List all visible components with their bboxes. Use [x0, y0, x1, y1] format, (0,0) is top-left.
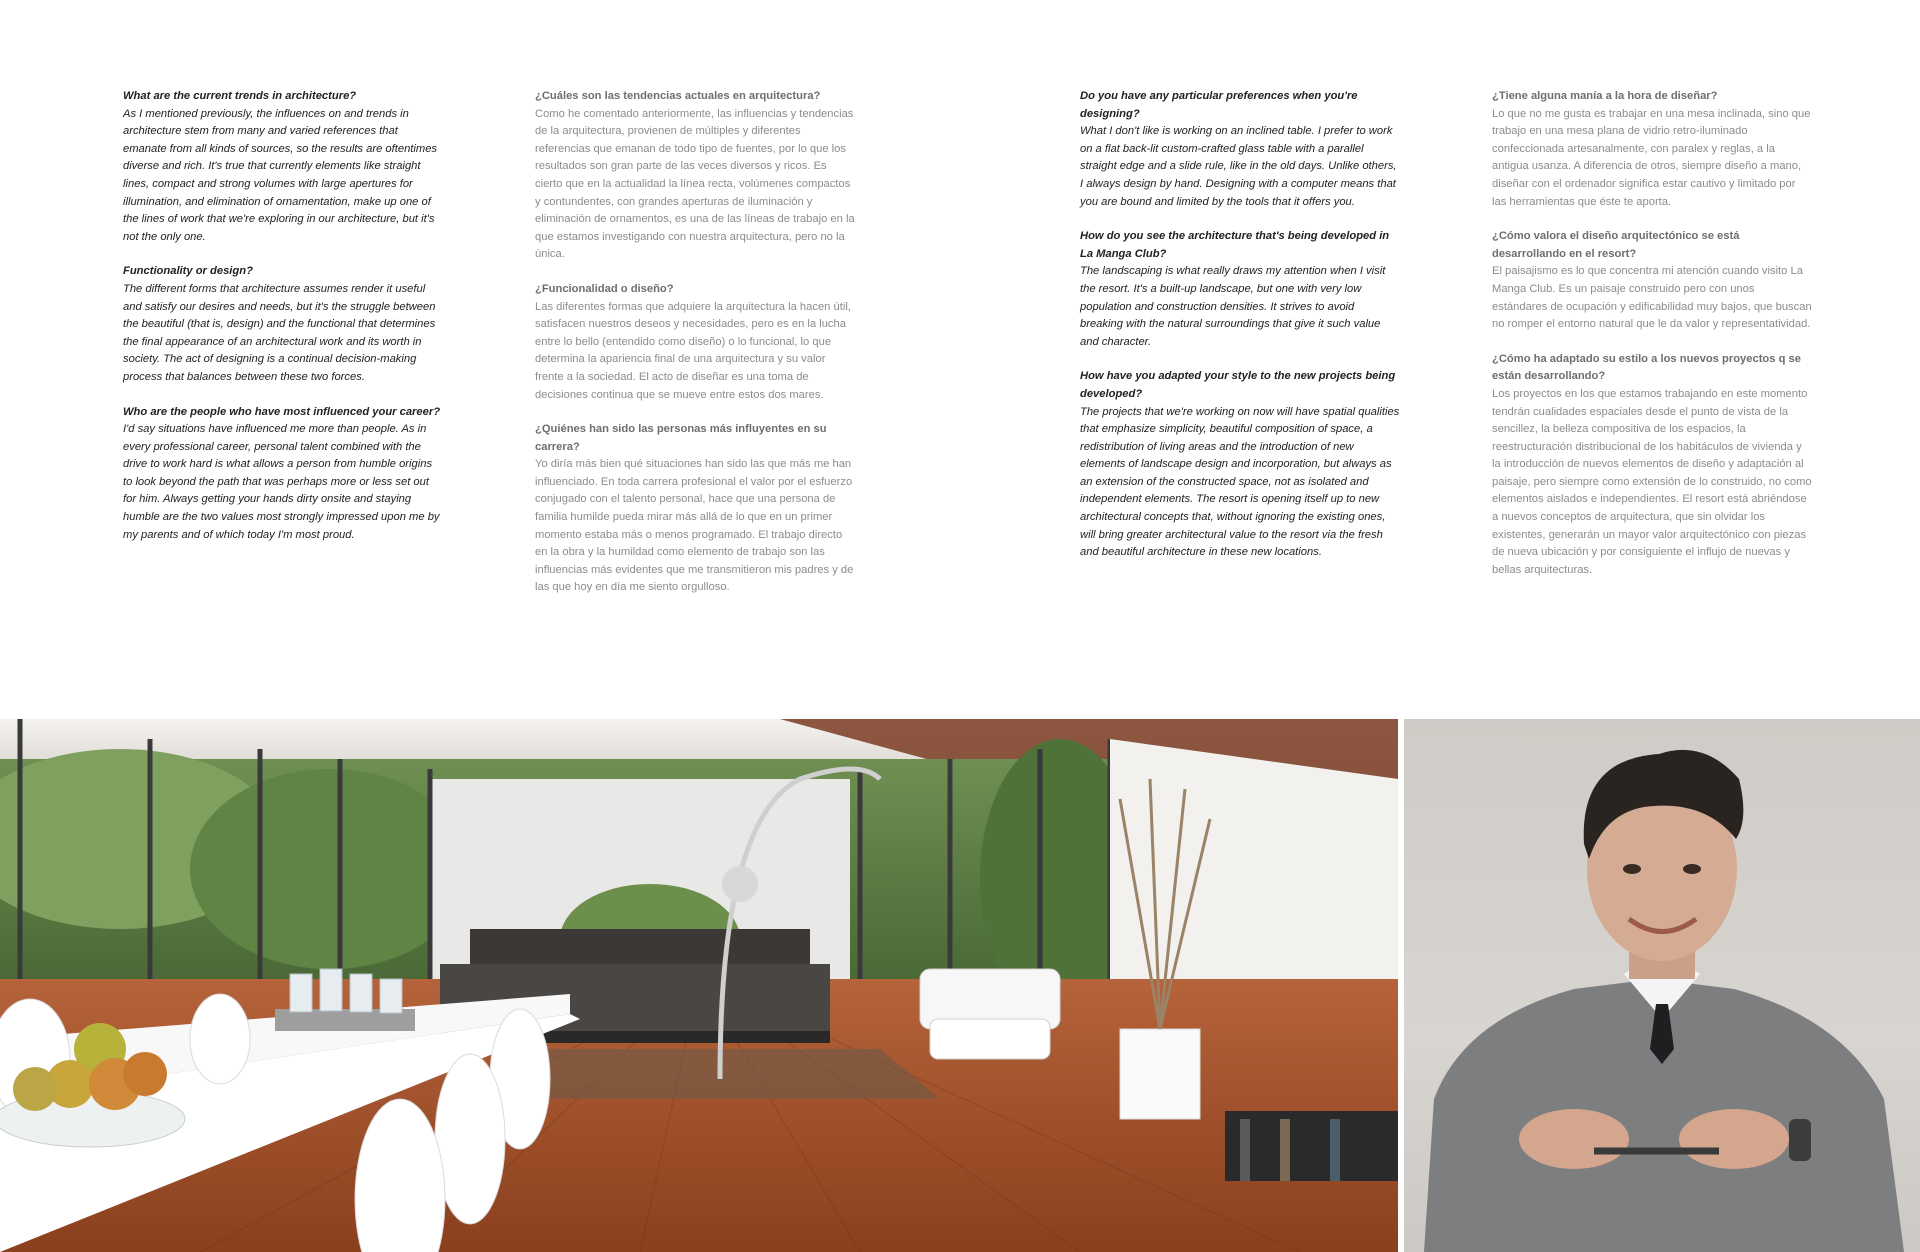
answer-trends-en: As I mentioned previously, the influences on and trends in architecture stem from many and varied references that emanate from all kinds of sources, so the results are oftentimes diverse and rich. It's true that currently elements like straight lines, compact and strong volumes with large apertures for illumination, and elimination of ornamentation, make up one of the lines of work that we're exploring in our architecture, but it's not the only one. — [123, 107, 438, 243]
answer-trends-es: Como he comentado anteriormente, las influencias y tendencias de la arquitectura, provienen de múltiples y diferentes referencias que emanan de todo tipo de fuentes, por lo que los resultados son gran parte de las veces diversos y ricos. Es cierto que en la actualidad la línea recta, volúmenes compactos y contundentes, con grandes aperturas de iluminación y eliminación de ornamentos, es una de las líneas de trabajo en la que estamos investigando con nuestra arquitectura, pero no la única. — [535, 107, 855, 261]
interior-scene — [0, 719, 1398, 1252]
answer-preferences-es: Lo que no me gusta es trabajar en una mesa inclinada, sino que trabajo en una mesa plana de vidrio retro-iluminado confeccionada artesanalmente, con paralex y reglas, a la antigua usanza. A diferencia de otros, siempre diseño a mano, diseñar con el ordenador significa estar cautivo y limitado por las herramientas que éste te aporta. — [1492, 107, 1811, 208]
answer-style-en: The projects that we're working on now will have spatial qualities that emphasize simplicity, beautiful composition of space, a redistribution of living areas and the introduction of new elements of landscape design and incorporation, but always as an extension of the constructed space, not as isolated and independent elements. The resort is opening itself up to new architectural concepts that, without ignoring the existing ones, will bring greater architectural value to the resort via the fresh and beautiful architecture in these new locations. — [1080, 405, 1400, 559]
answer-style-es: Los proyectos en los que estamos trabajando en este momento tendrán cualidades espaciales desde el punto de vista de la sencillez, la belleza compositiva de los espacios, la reestructuración distribucional de los habitáculos de vivienda y la introducción de nuevos elementos de diseño y adaptación al paisaje, pero siempre como extensión de lo construido, no como elementos aislados e independientes. El resort está abriéndose a nuevos conceptos de arquitectura, que sin olvidar los existentes, generarán un mayor valor arquitectónico con piezas de nueva ubicación y por consiguiente el influjo de nuevas y bellas arquitecturas. — [1492, 387, 1812, 576]
answer-functionality-en: The different forms that architecture assumes render it useful and satisfy our desires and needs, but it's the struggle between the beautiful (that is, design) and the functional that determines the final appearance of an architectural work and its worth in society. The act of designing is a continual decision-making process that balances between these two forces. — [123, 282, 436, 383]
question-preferences-en: Do you have any particular preferences when you're designing? — [1080, 90, 1358, 120]
answer-la-manga-en: The landscaping is what really draws my attention when I visit the resort. It's a built-up landscape, but one with very low population and construction densities. It strives to avoid breaking with the natural surroundings that give it such value and character. — [1080, 265, 1386, 348]
portrait-figure — [1404, 719, 1920, 1252]
english-column-left — [123, 88, 443, 561]
spanish-column-left — [535, 88, 855, 614]
question-influences-en: Who are the people who have most influenced your career? — [123, 405, 441, 418]
architect-portrait-photo — [1404, 719, 1920, 1252]
spanish-column-right — [1492, 88, 1812, 596]
question-influences-es: ¿Quiénes han sido las personas más influyentes en su carrera? — [535, 423, 827, 453]
interior-living-room-photo — [0, 719, 1398, 1252]
question-la-manga-es: ¿Cómo valora el diseño arquitectónico se está desarrollando en el resort? — [1492, 230, 1740, 260]
answer-functionality-es: Las diferentes formas que adquiere la arquitectura la hacen útil, satisfacen nuestros deseos y necesidades, pero es en la lucha entre lo bello (entendido como diseño) o lo funcional, lo que determina la apariencia final de una arquitectura y su valor frente a la sociedad. El acto de diseñar es una toma de decisiones continua que se mueve entre estos dos mares. — [535, 300, 851, 401]
question-functionality-en: Functionality or design? — [123, 265, 253, 278]
english-column-right — [1080, 88, 1400, 579]
question-functionality-es: ¿Funcionalidad o diseño? — [535, 282, 674, 295]
question-preferences-es: ¿Tiene alguna manía a la hora de diseñar? — [1492, 90, 1718, 102]
question-style-en: How have you adapted your style to the new projects being developed? — [1080, 370, 1396, 400]
question-trends-en: What are the current trends in architecture? — [123, 90, 357, 102]
question-style-es: ¿Cómo ha adaptado su estilo a los nuevos proyectos q se están desarrollando? — [1492, 352, 1801, 383]
question-trends-es: ¿Cuáles son las tendencias actuales en arquitectura? — [535, 90, 821, 102]
answer-influences-es: Yo diría más bien qué situaciones han sido las que más me han influenciado. En toda carrera profesional el valor por el esfuerzo conjugado con el talento personal, hace que una persona de familia humilde pueda mirar más allá de lo que en un primer momento estaba más o menos programado. El trabajo directo en la obra y la humildad como elemento de trabajo son las influencias más evidentes que me transmitieron mis padres y de las que hoy en día me siento orgulloso. — [535, 458, 854, 594]
answer-influences-en: I'd say situations have influenced me more than people. As in every professional career, personal talent combined with the drive to work hard is what allows a person from humble origins to look beyond the path that was perhaps more or less set out for him. Always getting your hands dirty onsite and staying humble are the two values most strongly impressed upon me by my parents and of which today I'm most proud. — [123, 423, 440, 541]
bookshelf-books — [1225, 1111, 1398, 1181]
answer-la-manga-es: El paisajismo es lo que concentra mi atención cuando visito La Manga Club. Es un paisaje construido pero con unos estándares de ocupación y edificabilidad muy bajos, que buscan no romper el entorno natural que le da valor y representatividad. — [1492, 265, 1812, 331]
question-la-manga-en: How do you see the architecture that's being developed in La Manga Club? — [1080, 230, 1390, 260]
answer-preferences-en: What I don't like is working on an inclined table. I prefer to work on a flat back-lit custom-crafted glass table with a parallel straight edge and a slide rule, like in the old days. Unlike others, I always design by hand. Designing with a computer means that you are bound and limited by the tools that it offers you. — [1080, 125, 1397, 208]
